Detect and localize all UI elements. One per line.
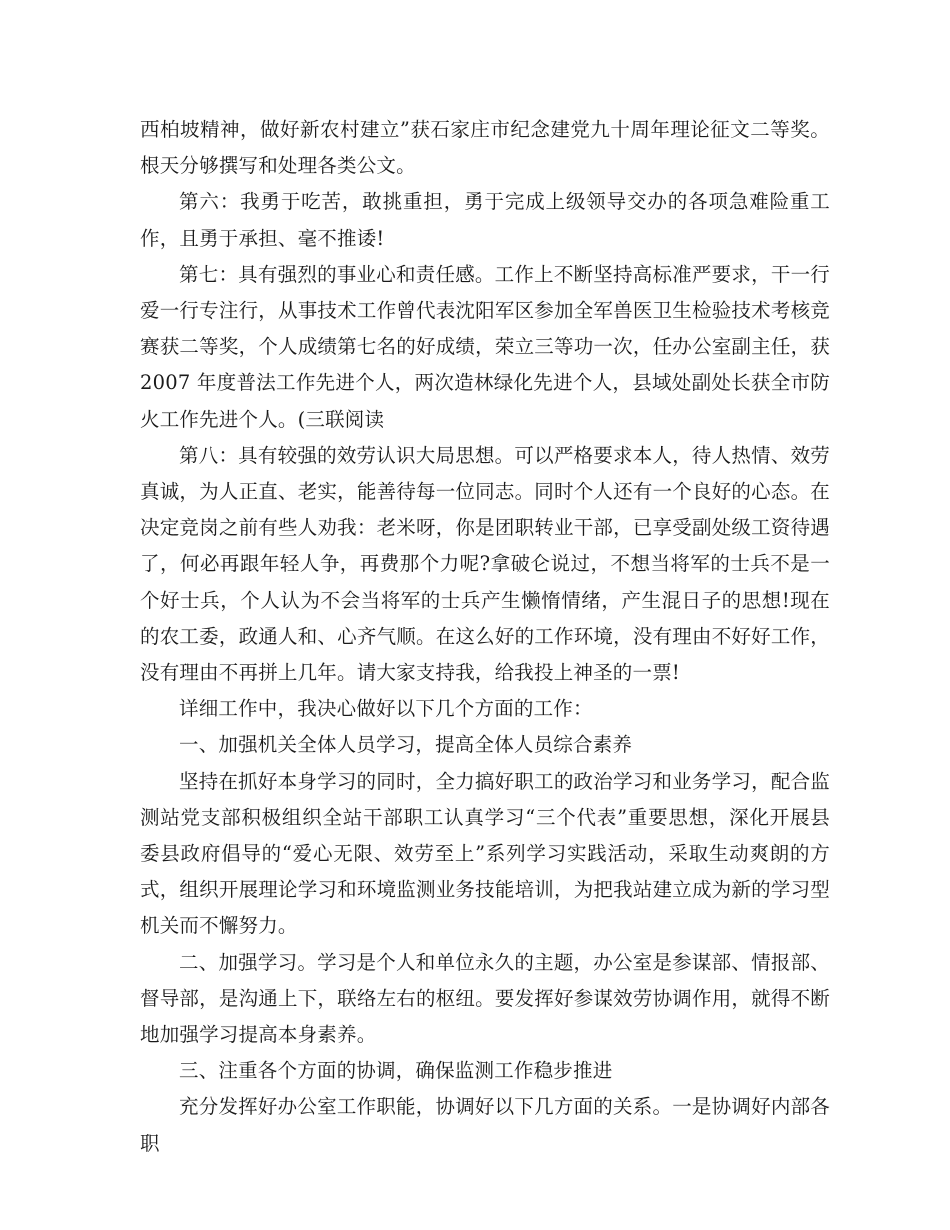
- paragraph-6: 坚持在抓好本身学习的同时，全力搞好职工的政治学习和业务学习，配合监测站党支部积极组织全站干部职工认真学习“三个代表”重要思想，深化开展县委县政府倡导的“爱心无限、效劳至上”系列学习实践活动，采取生动爽朗的方式，组织开展理论学习和环境监测业务技能培训，为把我站建立成为新的学习型机关而不懈努力。: [140, 769, 830, 938]
- paragraph-7: 二、加强学习。学习是个人和单位永久的主题，办公室是参谋部、情报部、督导部，是沟通上下，联络左右的枢纽。要发挥好参谋效劳协调作用，就得不断地加强学习提高本身素养。: [140, 950, 830, 1047]
- paragraph-8: 充分发挥好办公室工作职能，协调好以下几方面的关系。一是协调好内部各职: [140, 1095, 830, 1155]
- paragraph-3: 第七：具有强烈的事业心和责任感。工作上不断坚持高标准严要求，干一行爱一行专注行，从事技术工作曾代表沈阳军区参加全军兽医卫生检验技术考核竞赛获二等奖，个人成绩第七名的好成绩，荣立三等功一次，任办公室副主任，获 2007 年度普法工作先进个人，两次造林绿化先进个人，县域处副处长获全市防火工作先进个人。(三联阅读: [140, 262, 830, 431]
- paragraph-2: 第六：我勇于吃苦，敢挑重担，勇于完成上级领导交办的各项急难险重工作，且勇于承担、毫不推诿!: [140, 190, 830, 250]
- paragraph-4: 第八：具有较强的效劳认识大局思想。可以严格要求本人，待人热情、效劳真诚，为人正直、老实，能善待每一位同志。同时个人还有一个良好的心态。在决定竞岗之前有些人劝我：老米呀，你是团职转业干部，已享受副处级工资待遇了，何必再跟年轻人争，再费那个力呢?拿破仑说过，不想当将军的士兵不是一个好士兵，个人认为不会当将军的士兵产生懒惰情绪，产生混日子的思想!现在的农工委，政通人和、心齐气顺。在这么好的工作环境，没有理由不好好工作，没有理由不再拼上几年。请大家支持我，给我投上神圣的一票!: [140, 443, 830, 685]
- section-heading-3: 三、注重各个方面的协调，确保监测工作稳步推进: [179, 1059, 613, 1083]
- section-heading-1: 一、加强机关全体人员学习，提高全体人员综合素养: [179, 733, 633, 757]
- document-page: [140, 112, 830, 1162]
- paragraph-1: 西柏坡精神，做好新农村建立”获石家庄市纪念建党九十周年理论征文二等奖。根天分够撰写和处理各类公文。: [140, 118, 830, 178]
- paragraph-5: 详细工作中，我决心做好以下几个方面的工作：: [179, 697, 593, 721]
